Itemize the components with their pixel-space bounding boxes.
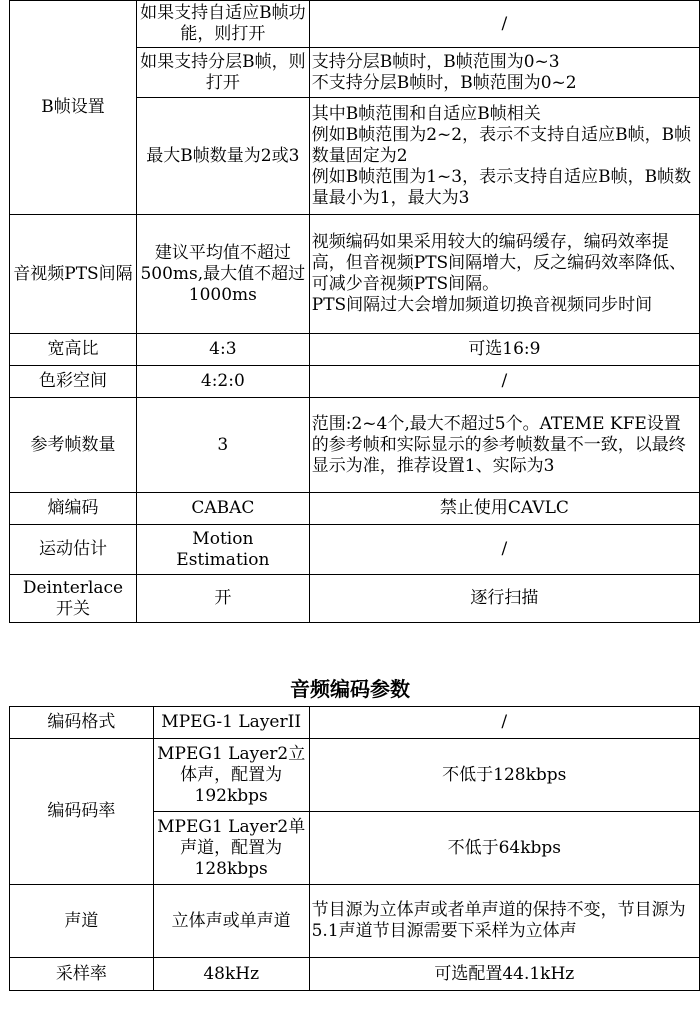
note-line: 其中B帧范围和自适应B帧相关: [311, 103, 541, 124]
table-row: [10, 1, 700, 48]
audio-encoding-table: [9, 706, 700, 991]
bitrate-stereo-param: MPEG1 Layer2立体声，配置为192kbps: [153, 739, 309, 812]
pts-note: [309, 215, 699, 334]
note-line: 例如B帧范围为1~3，表示支持自适应B帧，B帧数量最小为1，最大为3: [311, 166, 692, 208]
table-row: [10, 958, 700, 991]
table-row: [10, 739, 700, 812]
channels-note: 节目源为立体声或者单声道的保持不变，节目源为5.1声道节目源需要下采样为立体声: [309, 885, 699, 958]
aspect-note: 可选16:9: [309, 334, 699, 366]
bframe-max-note: [309, 98, 699, 215]
refframes-note: 范围:2~4个,最大不超过5个。ATEME KFE设置的参考帧和实际显示的参考帧数量不一致，以最终显示为准，推荐设置1、实际为3: [309, 398, 699, 493]
bitrate-mono-param: MPEG1 Layer2单声道，配置为128kbps: [153, 812, 309, 885]
aspect-param: 4:3: [136, 334, 309, 366]
table-row: [10, 493, 700, 525]
note-line: PTS间隔过大会增加频道切换音视频同步时间: [311, 295, 653, 315]
table-row: [10, 707, 700, 739]
aspect-label: 宽高比: [10, 334, 137, 366]
bitrate-label: 编码码率: [10, 739, 154, 885]
table-row: [10, 334, 700, 366]
bitrate-stereo-note: 不低于128kbps: [309, 739, 699, 812]
param-line: Motion: [192, 528, 254, 549]
samplerate-note: 可选配置44.1kHz: [309, 958, 699, 991]
channels-label: 声道: [10, 885, 154, 958]
entropy-param: CABAC: [136, 493, 309, 525]
table-row: [10, 215, 700, 334]
table-row: [10, 398, 700, 493]
video-encoding-table: [9, 0, 700, 623]
samplerate-label: 采样率: [10, 958, 154, 991]
entropy-label: 熵编码: [10, 493, 137, 525]
bframe-hierarchical-param: 如果支持分层B帧，则打开: [136, 48, 309, 98]
param-line: Estimation: [176, 549, 270, 570]
note-line: 支持分层B帧时，B帧范围为0~3: [311, 51, 560, 72]
pts-param: 建议平均值不超过500ms,最大值不超过1000ms: [136, 215, 309, 334]
color-label: 色彩空间: [10, 366, 137, 398]
audio-section-title: 音频编码参数: [290, 677, 410, 701]
bitrate-mono-note: 不低于64kbps: [309, 812, 699, 885]
note-line: 视频编码如果采用较大的编码缓存，编码效率提高，但音视频PTS间隔增大，反之编码效率降低、可减少音视频PTS间隔。: [311, 232, 687, 294]
deinterlace-label: [10, 575, 137, 623]
motion-note: /: [309, 525, 699, 575]
note-line: 例如B帧范围为2~2，表示不支持自适应B帧，B帧数量固定为2: [311, 124, 692, 166]
bframe-label: B帧设置: [10, 1, 137, 215]
format-note: /: [309, 707, 699, 739]
color-param: 4:2:0: [136, 366, 309, 398]
pts-label: 音视频PTS间隔: [10, 215, 137, 334]
table-row: [10, 575, 700, 623]
table-row: [10, 366, 700, 398]
bframe-adaptive-param: 如果支持自适应B帧功能，则打开: [136, 1, 309, 48]
samplerate-param: 48kHz: [153, 958, 309, 991]
format-label: 编码格式: [10, 707, 154, 739]
table-row: [10, 885, 700, 958]
motion-param: [136, 525, 309, 575]
label-line: 开关: [55, 598, 90, 619]
motion-label: 运动估计: [10, 525, 137, 575]
color-note: /: [309, 366, 699, 398]
bframe-hierarchical-note: [309, 48, 699, 98]
refframes-label: 参考帧数量: [10, 398, 137, 493]
bframe-adaptive-note: /: [309, 1, 699, 48]
channels-param: 立体声或单声道: [153, 885, 309, 958]
deinterlace-param: 开: [136, 575, 309, 623]
format-param: MPEG-1 LayerII: [153, 707, 309, 739]
deinterlace-note: 逐行扫描: [309, 575, 699, 623]
entropy-note: 禁止使用CAVLC: [309, 493, 699, 525]
table-row: [10, 525, 700, 575]
bframe-max-param: 最大B帧数量为2或3: [136, 98, 309, 215]
refframes-param: 3: [136, 398, 309, 493]
note-line: 不支持分层B帧时，B帧范围为0~2: [311, 72, 577, 93]
label-line: Deinterlace: [22, 577, 124, 598]
